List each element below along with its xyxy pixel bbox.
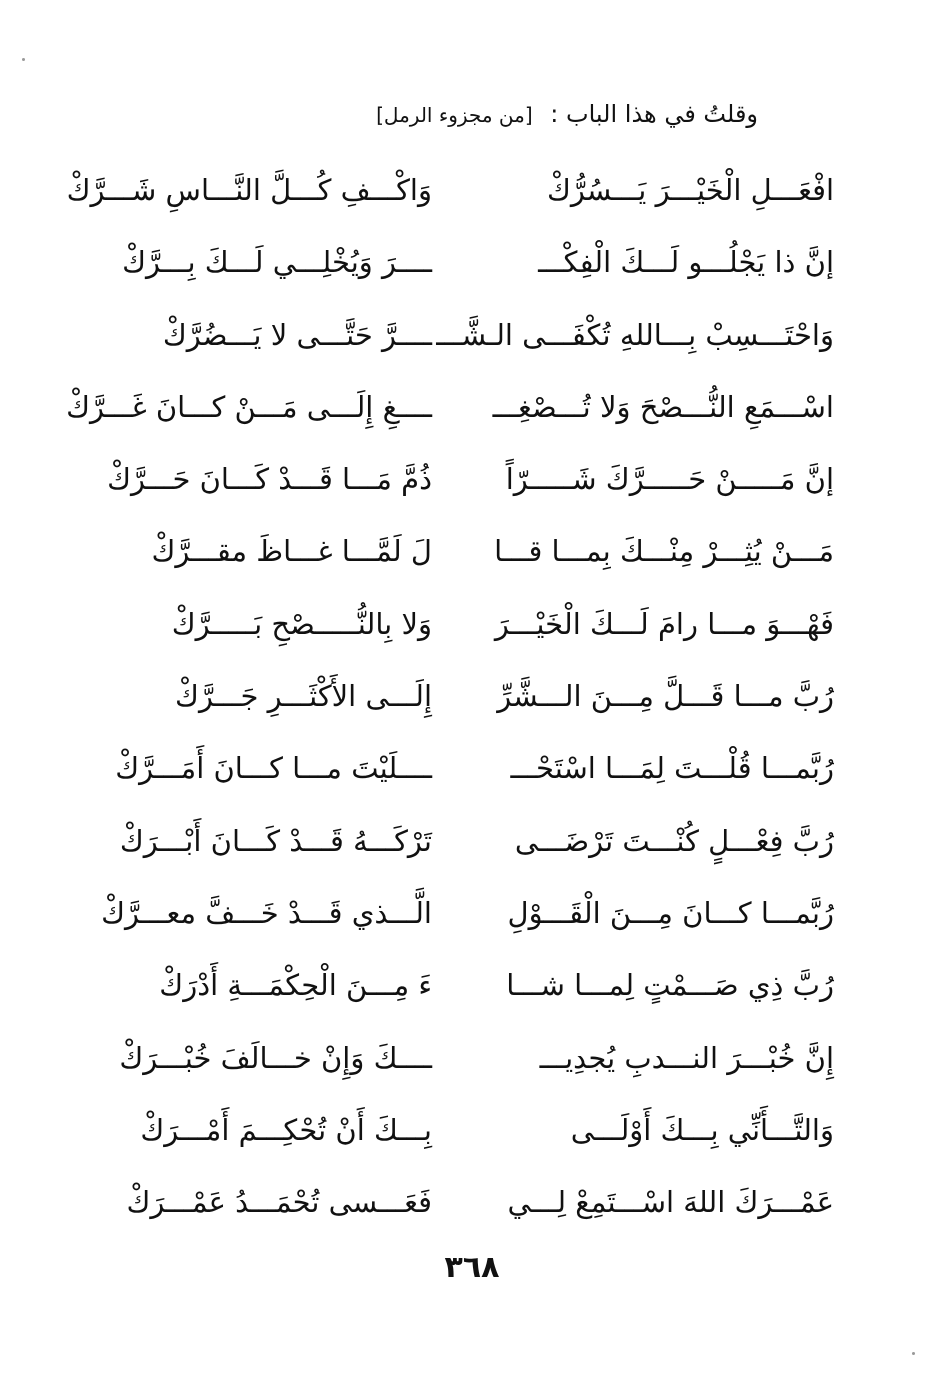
- verse-first-hemistich: رُبَّ فِعْـــلٍ كُنْـــتَ تَرْضَـــى: [514, 823, 834, 858]
- verse: [0, 305, 944, 377]
- verse-first-hemistich: فَهْـــوَ مـــا رامَ لَـــكَ الْخَيْـــرَ: [494, 606, 834, 641]
- verse: [0, 1028, 944, 1100]
- verse-first-hemistich: وَالتَّـــأَنِّي بِـــكَ أَوْلَـــى: [570, 1112, 834, 1147]
- scan-speck: [912, 1352, 915, 1355]
- verse-second-hemistich: بِـــكَ أَنْ تُحْكِـــمَ أَمْـــرَكْ: [140, 1112, 432, 1147]
- verse-first-hemistich: رُبَّ ذِي صَـــمْتٍ لِمـــا شـــا: [506, 968, 834, 1003]
- verse: [0, 955, 944, 1027]
- verse: [0, 232, 944, 304]
- verse: [0, 666, 944, 738]
- verse-second-hemistich: لَ لَمَّـــا غـــاظَ مقـــرَّكْ: [151, 534, 432, 569]
- verse-first-hemistich: عَمْـــرَكَ اللهَ اسْـــتَمِعْ لِـــي: [507, 1185, 834, 1220]
- verse: [0, 883, 944, 955]
- heading-text: وقلتُ في هذا الباب :: [550, 100, 758, 128]
- page-number: ٣٦٨: [444, 1250, 500, 1285]
- verse-first-hemistich: افْعَـــلِ الْخَيْـــرَ يَـــسُرُّكْ: [547, 173, 834, 207]
- verse: [0, 521, 944, 593]
- verse-first-hemistich: وَاحْتَـــسِبْ بِـــاللهِ تُكْفَـــى الـشَّـــ: [436, 317, 834, 352]
- verse-second-hemistich: ــــكَ وَإِنْ خـــالَفَ خُبْـــرَكْ: [119, 1040, 432, 1075]
- verse-second-hemistich: ــــرَّ حَتَّـــى لا يَـــضُرَّكْ: [162, 317, 432, 352]
- verse: [0, 594, 944, 666]
- poem: [0, 160, 944, 1244]
- verse-second-hemistich: فَعَـــسى تُحْمَـــدُ عَمْـــرَكْ: [126, 1185, 432, 1220]
- verse-second-hemistich: وَاكْـــفِ كُـــلَّ النَّـــاسِ شَـــرَّكْ: [66, 173, 432, 207]
- verse: [0, 1172, 944, 1244]
- verse-first-hemistich: رُبَّمـــا قُلْـــتَ لِمَـــا اسْتَحْـــ: [510, 751, 834, 786]
- verse-second-hemistich: ــــرَ وَيُخْلِـــي لَـــكَ بِـــرَّكْ: [122, 245, 432, 280]
- verse-first-hemistich: إنَّ ذا يَجْلُـــو لَـــكَ الْفِكْـــ: [538, 245, 834, 280]
- verse-second-hemistich: ــــلَيْتَ مـــا كـــانَ أَمَـــرَّكْ: [115, 751, 432, 786]
- verse: [0, 377, 944, 449]
- meter-label: [من مجزوء الرمل]: [376, 103, 533, 127]
- verse: [0, 449, 944, 521]
- verse-first-hemistich: اسْـــمَعِ النُّـــصْحَ وَلا تُـــصْغِـــ: [492, 389, 834, 424]
- section-heading: [376, 100, 758, 128]
- verse-second-hemistich: وَلا بِالنُّـــــصْحِ بَـــــرَّكْ: [171, 606, 432, 641]
- verse: [0, 811, 944, 883]
- verse-second-hemistich: ذُمَّ مَـــا قَـــدْ كَـــانَ حَـــرَّكْ: [107, 462, 432, 497]
- verse-second-hemistich: الَّـــذي قَـــدْ خَـــفَّ معـــرَّكْ: [101, 895, 432, 930]
- verse-second-hemistich: ــــغِ إِلَـــى مَـــنْ كـــانَ غَـــرَّكْ: [66, 389, 432, 424]
- verse-first-hemistich: إِنَّ خُبْـــرَ النـــدبِ يُجدِيـــ: [539, 1040, 834, 1075]
- verse-first-hemistich: مَـــنْ يُثِـــرْ مِنْـــكَ بِمـــا قـــا: [494, 534, 834, 569]
- scan-speck: [22, 58, 25, 61]
- verse-first-hemistich: رُبَّ مـــا قَـــلَّ مِـــنَ الـــشَّرِّ: [497, 679, 834, 714]
- verse-first-hemistich: رُبَّمـــا كـــانَ مِـــنَ الْقَـــوْلِ: [507, 895, 834, 930]
- verse: [0, 738, 944, 810]
- verse-first-hemistich: إنَّ مَـــــنْ حَـــــرَّكَ شَـــــرّاً: [505, 462, 834, 497]
- verse-second-hemistich: تَرْكَـــهُ قَـــدْ كَـــانَ أَبْـــرَكْ: [119, 823, 432, 858]
- verse-second-hemistich: إِلَـــى الأَكْثَـــرِ جَـــرَّكْ: [175, 679, 432, 714]
- verse-second-hemistich: ءَ مِـــنَ الْحِكْمَـــةِ أَدْرَكْ: [159, 968, 432, 1003]
- verse: [0, 160, 944, 232]
- verse: [0, 1100, 944, 1172]
